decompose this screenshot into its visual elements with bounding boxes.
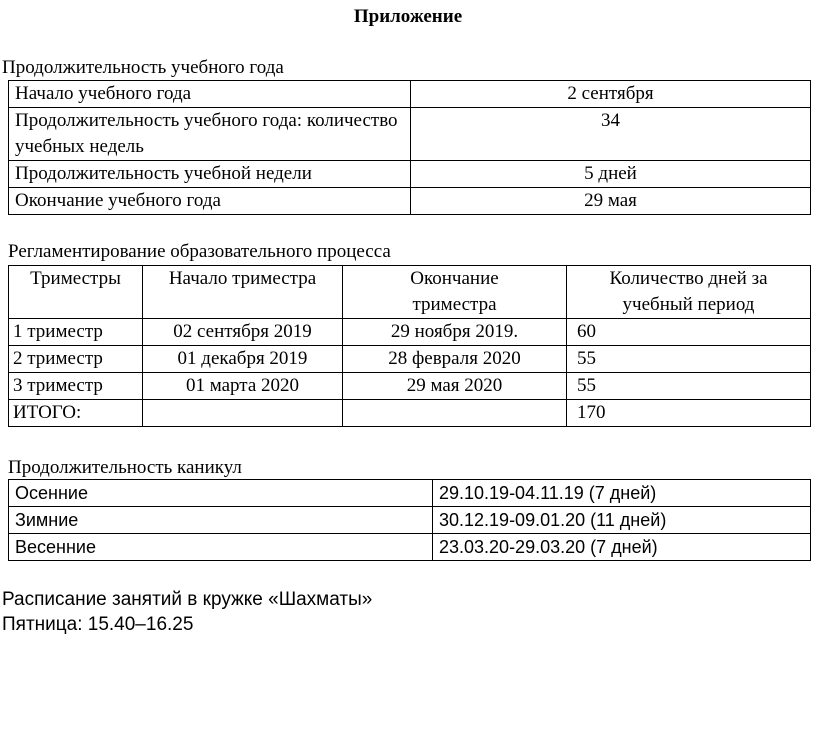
holiday-dates: 30.12.19-09.01.20 (11 дней) bbox=[433, 507, 811, 534]
table-header-row bbox=[9, 266, 811, 319]
holiday-dates: 23.03.20-29.03.20 (7 дней) bbox=[433, 534, 811, 561]
table-row bbox=[9, 534, 811, 561]
header-trimesters: Триместры bbox=[9, 266, 143, 319]
row-value: 5 дней bbox=[411, 161, 811, 188]
cell-days: 60 bbox=[567, 319, 811, 346]
row-value: 34 bbox=[411, 108, 811, 161]
trimester-table bbox=[8, 265, 811, 427]
academic-year-table bbox=[8, 80, 811, 215]
chess-club-schedule-time: Пятница: 15.40–16.25 bbox=[2, 614, 194, 635]
cell-start bbox=[143, 400, 343, 427]
table-row bbox=[9, 373, 811, 400]
table-row bbox=[9, 480, 811, 507]
holiday-label: Весенние bbox=[9, 534, 433, 561]
row-label: Начало учебного года bbox=[9, 81, 411, 108]
chess-club-schedule-heading: Расписание занятий в кружке «Шахматы» bbox=[2, 589, 373, 610]
cell-days: 55 bbox=[567, 373, 811, 400]
holiday-label: Зимние bbox=[9, 507, 433, 534]
header-end: Окончание триместра bbox=[343, 266, 567, 319]
holiday-dates: 29.10.19-04.11.19 (7 дней) bbox=[433, 480, 811, 507]
row-value: 29 мая bbox=[411, 188, 811, 215]
cell-end bbox=[343, 400, 567, 427]
row-label: Продолжительность учебной недели bbox=[9, 161, 411, 188]
cell-days: 55 bbox=[567, 346, 811, 373]
cell-start: 01 марта 2020 bbox=[143, 373, 343, 400]
cell-trimester: 3 триместр bbox=[9, 373, 143, 400]
table-row bbox=[9, 161, 811, 188]
cell-total-label: ИТОГО: bbox=[9, 400, 143, 427]
holidays-table bbox=[8, 479, 811, 561]
row-label: Окончание учебного года bbox=[9, 188, 411, 215]
cell-end: 29 мая 2020 bbox=[343, 373, 567, 400]
row-label: Продолжительность учебного года: количество учебных недель bbox=[9, 108, 411, 161]
table-row bbox=[9, 188, 811, 215]
cell-end: 29 ноября 2019. bbox=[343, 319, 567, 346]
table-row bbox=[9, 507, 811, 534]
holiday-label: Осенние bbox=[9, 480, 433, 507]
cell-start: 01 декабря 2019 bbox=[143, 346, 343, 373]
cell-trimester: 1 триместр bbox=[9, 319, 143, 346]
cell-trimester: 2 триместр bbox=[9, 346, 143, 373]
section-academic-year-heading: Продолжительность учебного года bbox=[2, 57, 284, 78]
cell-start: 02 сентября 2019 bbox=[143, 319, 343, 346]
header-start: Начало триместра bbox=[143, 266, 343, 319]
page-title: Приложение bbox=[353, 6, 463, 27]
table-row bbox=[9, 81, 811, 108]
cell-end: 28 февраля 2020 bbox=[343, 346, 567, 373]
section-process-heading: Регламентирование образовательного процесса bbox=[8, 241, 391, 262]
cell-total-days: 170 bbox=[567, 400, 811, 427]
section-holidays-heading: Продолжительность каникул bbox=[8, 457, 242, 478]
table-row bbox=[9, 108, 811, 161]
row-value: 2 сентября bbox=[411, 81, 811, 108]
table-row bbox=[9, 346, 811, 373]
table-row bbox=[9, 319, 811, 346]
table-total-row bbox=[9, 400, 811, 427]
header-days: Количество дней за учебный период bbox=[567, 266, 811, 319]
